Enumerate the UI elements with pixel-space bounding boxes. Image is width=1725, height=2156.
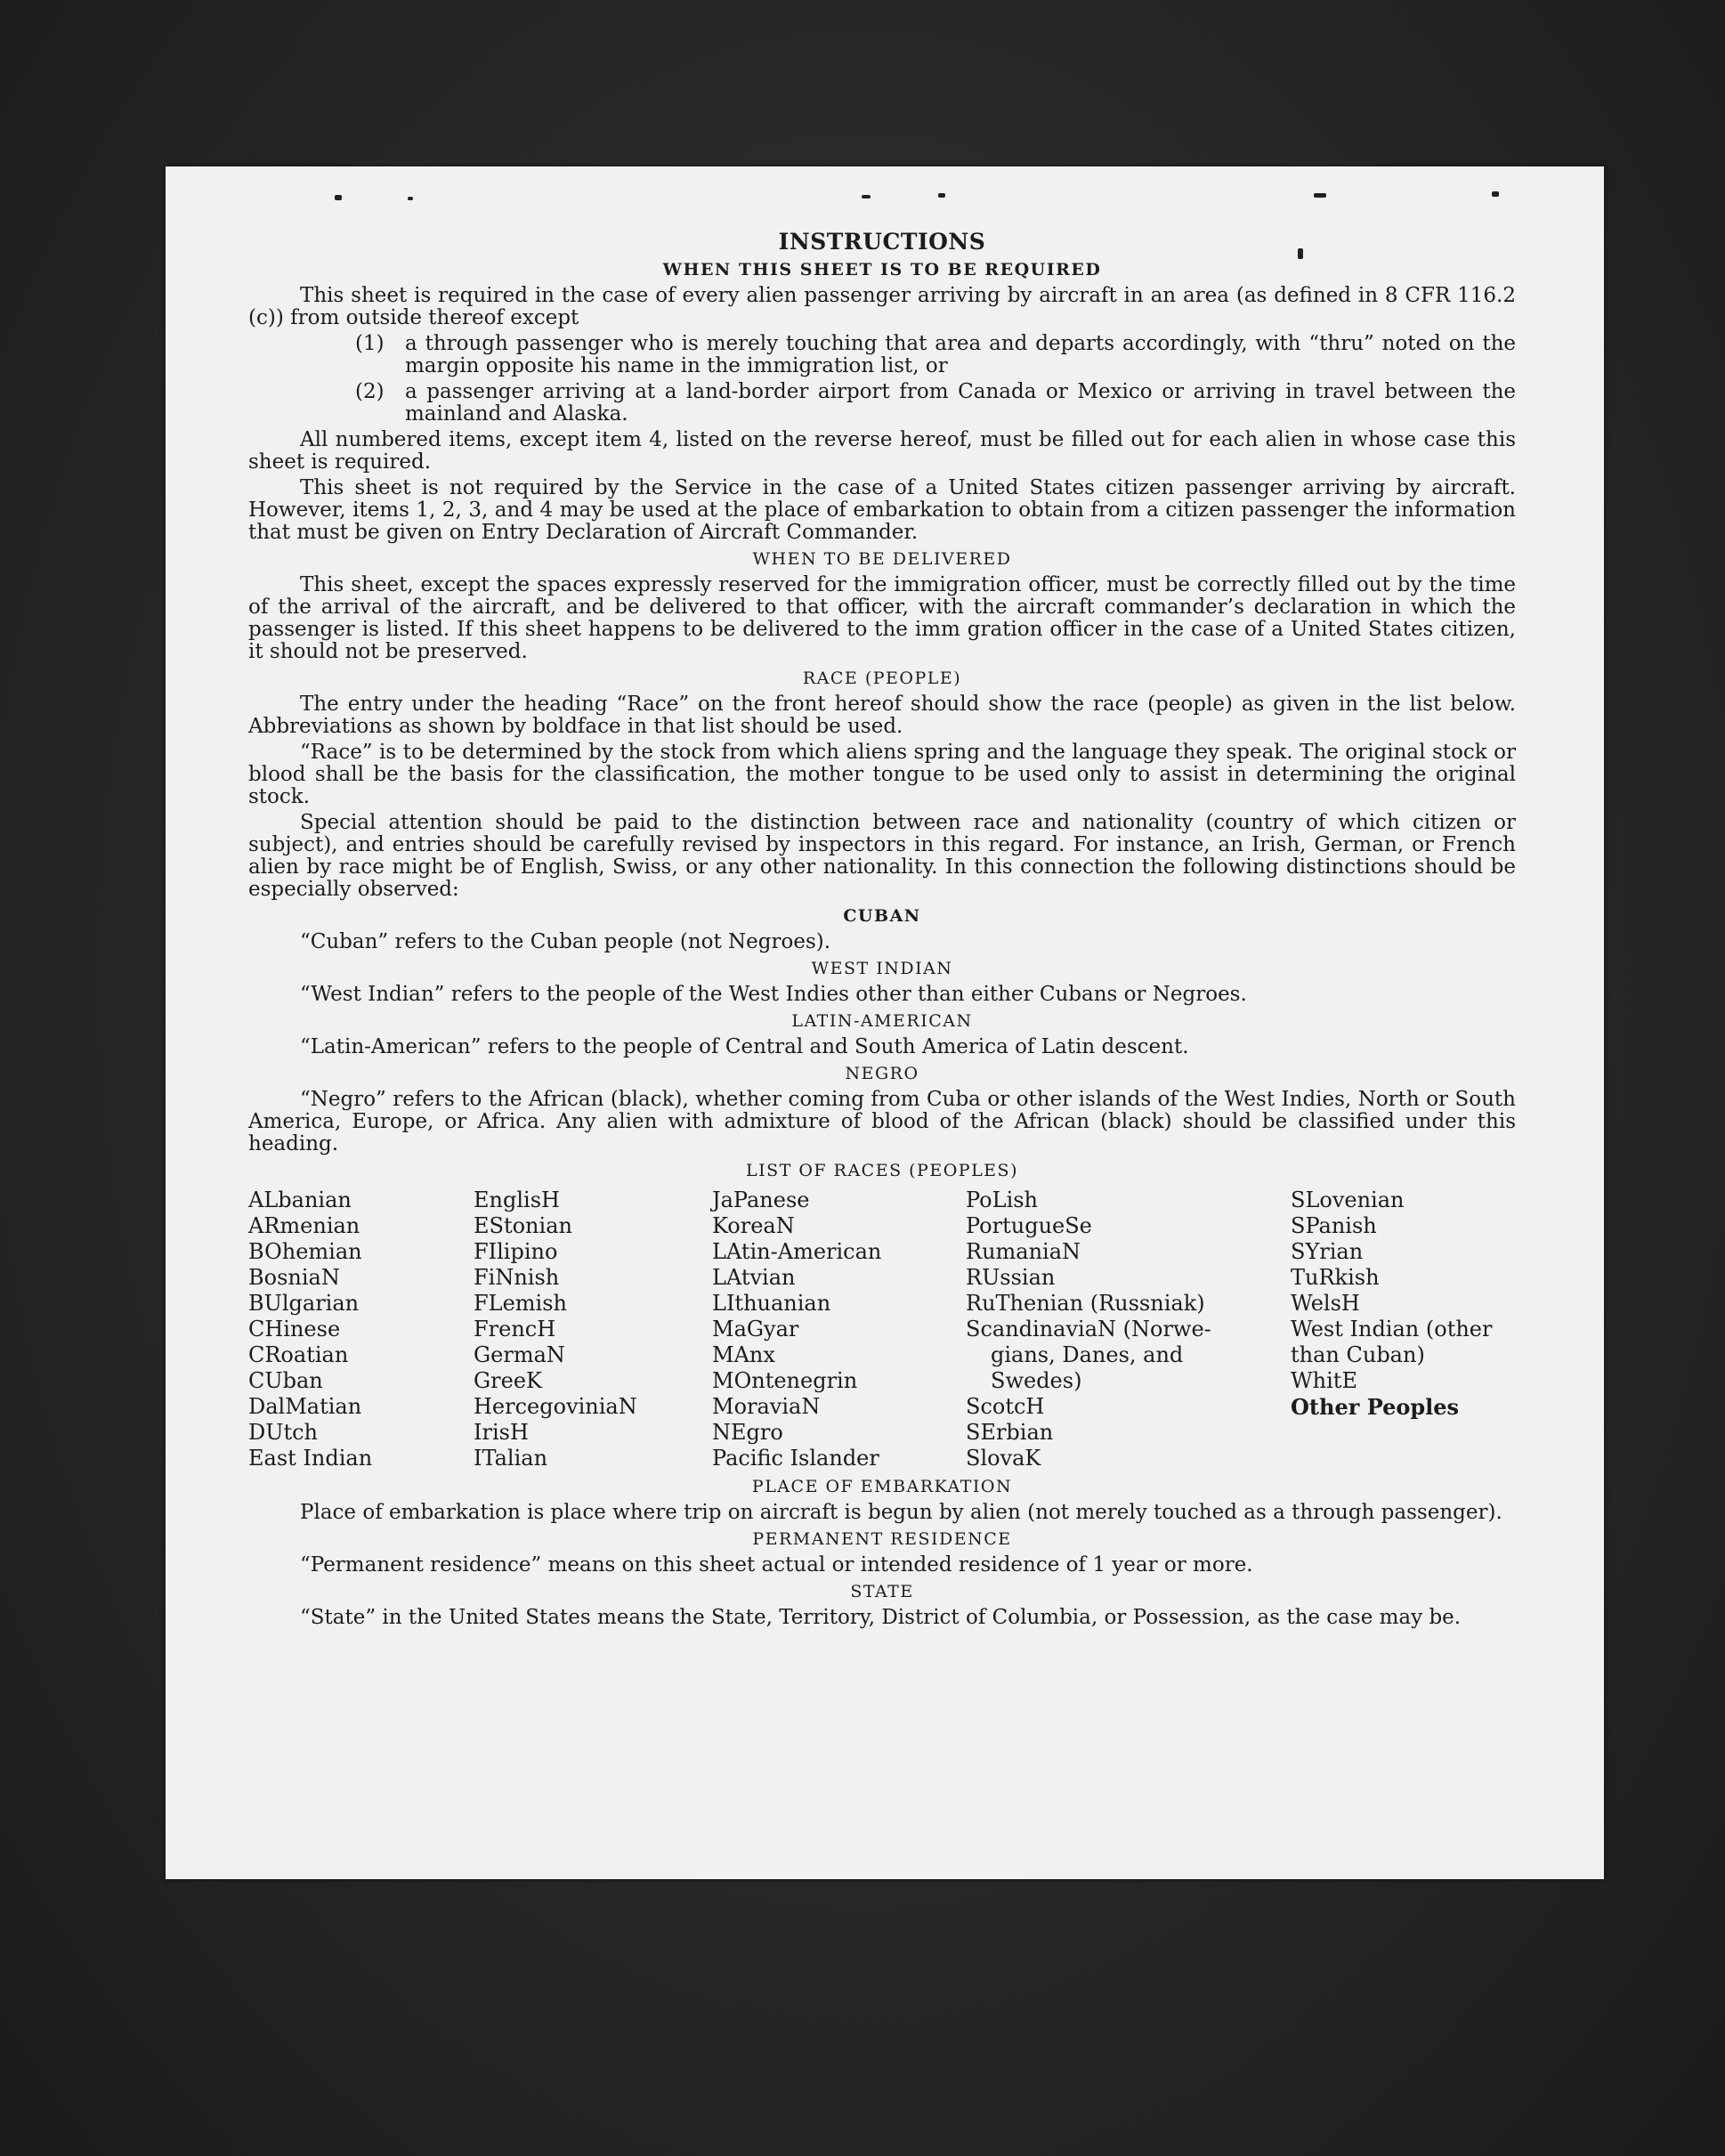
exception-text: a passenger arriving at a land-border airport from Canada or Mexico or arriving in travel between the mainland and Alaska. <box>405 380 1516 426</box>
speck <box>1314 193 1326 198</box>
race-item: CHinese <box>248 1317 341 1341</box>
race-para-3: Special attention should be paid to the distinction between race and nationality (country of which citizen or subject), and entries should be carefully revised by inspectors in this regard. For instance, an Irish, German, or French alien by race might be of English, Swiss, or any other nationality. In this connection the following distinctions should be especially observed: <box>248 811 1516 901</box>
race-item: EnglisH <box>474 1187 560 1212</box>
required-para-2: All numbered items, except item 4, listed on the reverse hereof, must be filled out for each alien in whose case this sheet is required. <box>248 428 1516 474</box>
race-item: FIlipino <box>474 1239 558 1264</box>
race-item: LIthuanian <box>712 1291 831 1316</box>
race-item: WelsH <box>1291 1291 1360 1316</box>
race-column-1 <box>248 1187 474 1471</box>
race-item: CUban <box>248 1368 323 1393</box>
race-item: WhitE <box>1291 1368 1357 1393</box>
race-item-continued: than Cuban) <box>1291 1342 1425 1367</box>
race-item: MAnx <box>712 1342 775 1367</box>
embarkation-text: Place of embarkation is place where trip on aircraft is begun by alien (not merely touched as a through passenger). <box>300 1501 1502 1524</box>
race-item: HercegoviniaN <box>474 1394 637 1419</box>
exception-number: (1) <box>355 332 385 355</box>
latin-american-text: “Latin-American” refers to the people of Central and South America of Latin descent. <box>300 1035 1189 1058</box>
race-item: MaGyar <box>712 1317 799 1341</box>
section-heading-residence: PERMANENT RESIDENCE <box>752 1529 1012 1549</box>
race-item: NEgro <box>712 1420 783 1445</box>
race-item: ITalian <box>474 1446 548 1471</box>
race-item-continued: gians, Danes, and <box>991 1342 1184 1367</box>
race-item: DalMatian <box>248 1394 362 1419</box>
speck <box>335 195 342 200</box>
speck <box>862 195 871 199</box>
race-item: ScandinaviaN (Norwe- <box>966 1317 1211 1341</box>
race-item: CRoatian <box>248 1342 349 1367</box>
race-item: BOhemian <box>248 1239 362 1264</box>
race-item: LAtvian <box>712 1265 796 1290</box>
speck <box>938 193 945 198</box>
cuban-text: “Cuban” refers to the Cuban people (not Negroes). <box>300 930 831 953</box>
race-item: ScotcH <box>966 1394 1045 1419</box>
speck <box>1492 191 1499 197</box>
exception-text: a through passenger who is merely touching that area and departs accordingly, with “thru” noted on the margin opposite his name in the immigration list, or <box>405 332 1516 377</box>
race-item: RumaniaN <box>966 1239 1081 1264</box>
race-item: KoreaN <box>712 1213 795 1238</box>
page-title: INSTRUCTIONS <box>778 229 986 255</box>
document-sheet <box>166 166 1604 1879</box>
exception-item <box>248 333 1516 377</box>
race-item: JaPanese <box>712 1187 810 1212</box>
section-heading-embarkation: PLACE OF EMBARKATION <box>751 1477 1013 1496</box>
section-heading-latin-american: LATIN-AMERICAN <box>791 1011 973 1031</box>
exception-item <box>248 381 1516 426</box>
race-item: SYrian <box>1291 1239 1364 1264</box>
residence-text: “Permanent residence” means on this sheet actual or intended residence of 1 year or more. <box>300 1553 1253 1576</box>
race-item: SLovenian <box>1291 1187 1405 1212</box>
race-item: ARmenian <box>248 1213 360 1238</box>
race-item: PoLish <box>966 1187 1039 1212</box>
race-item: SErbian <box>966 1420 1054 1445</box>
race-item: Pacific Islander <box>712 1446 879 1471</box>
race-para-2: “Race” is to be determined by the stock from which aliens spring and the language they speak. The original stock or blood shall be the basis for the classification, the mother tongue to be used only to assist in determining the original stock. <box>248 741 1516 808</box>
delivered-text: This sheet, except the spaces expressly reserved for the immigration officer, must be correctly filled out by the time of the arrival of the aircraft, and be delivered to that officer, with the aircraft commander’s declaration in which the passenger is listed. If this sheet happens to be delivered to the imm gration officer in the case of a United States citizen, it should not be preserved. <box>248 573 1516 663</box>
speck <box>408 197 413 200</box>
race-item: MoraviaN <box>712 1394 821 1419</box>
race-item: LAtin-American <box>712 1239 882 1264</box>
section-heading-delivered: WHEN TO BE DELIVERED <box>752 549 1012 569</box>
race-item: BUlgarian <box>248 1291 360 1316</box>
race-para-1: The entry under the heading “Race” on the front hereof should show the race (people) as given in the list below. Abbreviations as shown by boldface in that list should be used. <box>248 693 1516 738</box>
race-item-continued: Swedes) <box>991 1368 1082 1393</box>
race-item: SlovaK <box>966 1446 1041 1471</box>
race-item: FrencH <box>474 1317 556 1341</box>
instructions-content <box>248 229 1516 1633</box>
section-heading-west-indian: WEST INDIAN <box>811 959 953 978</box>
race-item: GreeK <box>474 1368 542 1393</box>
race-item: PortugueSe <box>966 1213 1092 1238</box>
exception-number: (2) <box>355 380 385 403</box>
race-item: EStonian <box>474 1213 572 1238</box>
race-item: East Indian <box>248 1446 373 1471</box>
race-item: GermaN <box>474 1342 565 1367</box>
race-item: DUtch <box>248 1420 319 1445</box>
section-heading-cuban: CUBAN <box>843 906 921 926</box>
race-column-3 <box>712 1187 966 1471</box>
race-list <box>248 1187 1516 1471</box>
race-item: ALbanian <box>248 1187 352 1212</box>
race-item: RuThenian (Russniak) <box>966 1291 1205 1316</box>
required-para-3: This sheet is not required by the Service in the case of a United States citizen passenger arriving by aircraft. However, items 1, 2, 3, and 4 may be used at the place of embarkation to obtain from a citizen passenger the information that must be given on Entry Declaration of Aircraft Commander. <box>248 476 1516 544</box>
race-item: TuRkish <box>1291 1265 1380 1290</box>
section-heading-state: STATE <box>850 1582 914 1601</box>
race-column-5 <box>1291 1187 1516 1471</box>
race-item: MOntenegrin <box>712 1368 858 1393</box>
required-intro: This sheet is required in the case of every alien passenger arriving by aircraft in an area (as defined in 8 CFR 116.2 (c)) from outside thereof except <box>248 284 1516 329</box>
section-heading-negro: NEGRO <box>845 1064 919 1083</box>
race-item: FiNnish <box>474 1265 560 1290</box>
race-item: West Indian (other <box>1291 1317 1493 1341</box>
race-item: RUssian <box>966 1265 1056 1290</box>
negro-text: “Negro” refers to the African (black), whether coming from Cuba or other islands of the West Indies, North or South America, Europe, or Africa. Any alien with admixture of blood of the African (black) should be classified under this heading. <box>248 1088 1516 1155</box>
race-item: SPanish <box>1291 1213 1377 1238</box>
race-item-other-peoples: Other Peoples <box>1291 1394 1460 1420</box>
race-column-4 <box>966 1187 1291 1471</box>
west-indian-text: “West Indian” refers to the people of the West Indies other than either Cubans or Negroes. <box>300 983 1247 1006</box>
race-item: FLemish <box>474 1291 567 1316</box>
race-item: BosniaN <box>248 1265 340 1290</box>
section-heading-required: WHEN THIS SHEET IS TO BE REQUIRED <box>662 260 1102 280</box>
section-heading-race-list: LIST OF RACES (PEOPLES) <box>746 1161 1018 1180</box>
race-item: IrisH <box>474 1420 529 1445</box>
section-heading-race: RACE (PEOPLE) <box>802 669 962 688</box>
state-text: “State” in the United States means the State, Territory, District of Columbia, or Possession, as the case may be. <box>300 1606 1462 1629</box>
race-column-2 <box>474 1187 712 1471</box>
